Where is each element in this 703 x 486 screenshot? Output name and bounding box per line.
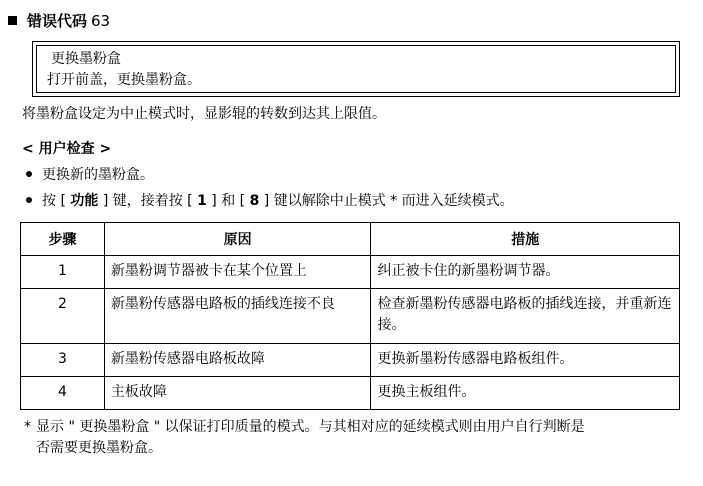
table-row [21,289,680,344]
message-box-inner [36,45,676,93]
action-cell: 更换新墨粉传感器电路板组件。 [371,344,680,377]
step-number: 3 [21,344,105,377]
cause-cell: 新墨粉传感器电路板故障 [104,344,371,377]
description: 将墨粉盒设定为中止模式时，显影辊的转数到达其上限值。 [22,106,386,122]
bullet2-part-1: 按 [ [42,193,71,209]
footnote [24,417,694,459]
error-code: 63 [91,11,111,30]
bullet-text-1: 更换新的墨粉盒。 [42,167,154,183]
action-cell: 检查新墨粉传感器电路板的插线连接，并重新连接。 [371,289,680,344]
key-1: 1 [197,193,207,209]
bullet-text-2 [42,190,514,210]
cause-cell: 新墨粉传感器电路板的插线连接不良 [104,289,371,344]
header-step: 步骤 [21,223,105,256]
cause-cell: 新墨粉调节器被卡在某个位置上 [104,256,371,289]
message-line-1: 更换墨粉盒 [51,51,121,67]
action-cell: 更换主板组件。 [371,377,680,410]
bullet2-part-3: ] 和 [ [206,193,250,209]
bullet2-part-2: ] 键，接着按 [ [98,193,198,209]
footnote-line-1 [24,417,694,438]
header-action: 措施 [371,223,680,256]
section-heading [8,10,110,31]
bullet2-part-4: ] 键以解除中止模式 * 而进入延续模式。 [259,193,514,209]
header-cause: 原因 [104,223,371,256]
bullet-item-2 [26,190,514,210]
square-bullet-icon [8,16,17,25]
message-box [32,41,680,97]
footnote-star: * [24,419,31,435]
bullet-item-1 [26,164,154,184]
table-row [21,377,680,410]
table-header-row [21,223,680,256]
key-8: 8 [249,193,260,209]
bullet-dot-icon [26,171,32,177]
action-cell: 纠正被卡住的新墨粉调节器。 [371,256,680,289]
user-check-title: < 用户检查 > [22,141,112,157]
table-row [21,256,680,289]
cause-cell: 主板故障 [104,377,371,410]
step-number: 2 [21,289,105,344]
heading-title: 错误代码 [27,12,88,30]
bullet-dot-icon [26,197,32,203]
footnote-line-2: 否需要更换墨粉盒。 [36,440,162,456]
table-row [21,344,680,377]
troubleshooting-table [20,222,680,410]
footnote-text-1: 显示 " 更换墨粉盒 " 以保证打印质量的模式。与其相对应的延续模式则由用户自行判断是 [36,419,585,435]
step-number: 1 [21,256,105,289]
message-line-2: 打开前盖，更换墨粉盒。 [47,72,201,88]
step-number: 4 [21,377,105,410]
key-function: 功能 [70,193,99,209]
